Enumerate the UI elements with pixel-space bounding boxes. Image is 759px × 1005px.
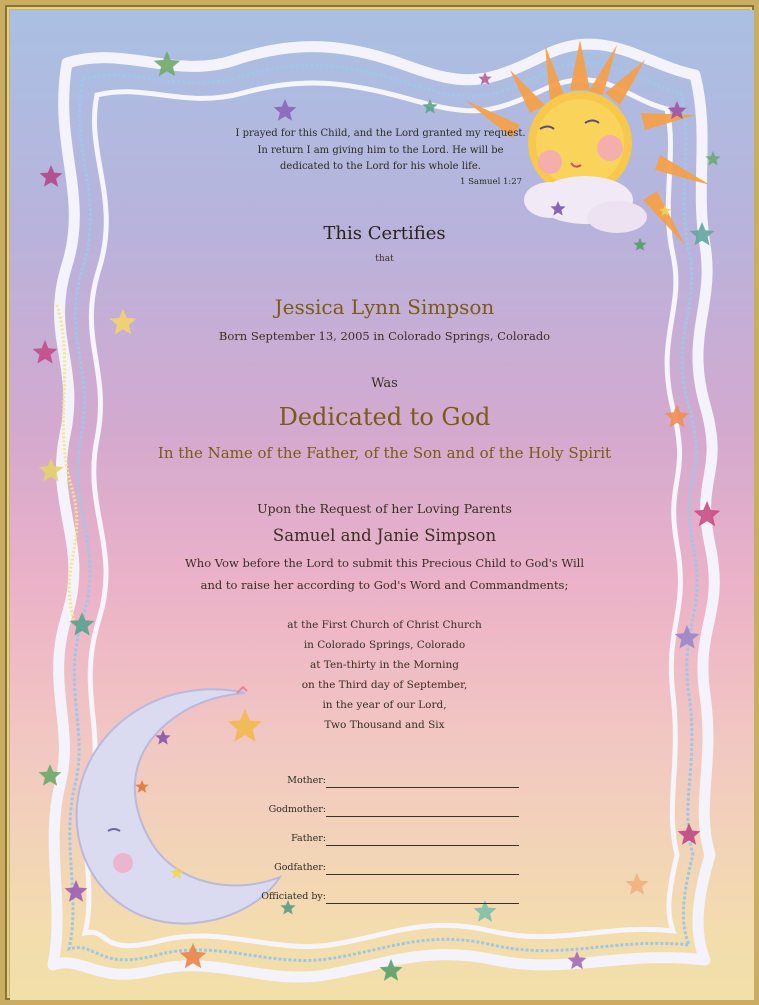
star-icon xyxy=(274,99,297,121)
moon-cheek xyxy=(113,853,133,873)
ceremony-line: at the First Church of Christ Church xyxy=(287,619,482,631)
ceremony-line: in Colorado Springs, Colorado xyxy=(303,639,466,651)
vow-line: and to raise her according to God's Word and Commandments; xyxy=(200,578,569,592)
vow-line: Who Vow before the Lord to submit this Precious Child to God's Will xyxy=(184,556,584,570)
certifies-heading: This Certifies xyxy=(323,223,446,244)
dedication-heading: Dedicated to God xyxy=(278,403,491,431)
trinity-line: In the Name of the Father, of the Son and of the Holy Spirit xyxy=(157,444,612,462)
signature-line-mother[interactable] xyxy=(326,787,519,788)
signature-line-father[interactable] xyxy=(326,845,519,846)
signature-label: Mother: xyxy=(287,775,326,786)
star-icon xyxy=(33,340,58,364)
that-label: that xyxy=(375,254,394,264)
signature-label: Father: xyxy=(291,833,326,844)
verse-reference: 1 Samuel 1:27 xyxy=(460,177,523,187)
signature-label: Officiated by: xyxy=(261,891,326,902)
star-icon xyxy=(154,51,181,76)
signature-label: Godmother: xyxy=(268,804,326,815)
star-icon xyxy=(65,880,88,902)
birth-details: Born September 13, 2005 in Colorado Springs, Colorado xyxy=(218,329,551,343)
ceremony-line: on the Third day of September, xyxy=(301,679,468,691)
parents-request: Upon the Request of her Loving Parents xyxy=(257,501,512,516)
parents-names: Samuel and Janie Simpson xyxy=(272,526,497,545)
signature-line-godfather[interactable] xyxy=(326,874,519,875)
signature-row-father xyxy=(235,833,525,849)
verse-line: In return I am giving him to the Lord. He will be xyxy=(257,145,504,156)
signature-row-godmother xyxy=(235,804,525,820)
verse-line: dedicated to the Lord for his whole life. xyxy=(280,161,481,172)
star-icon xyxy=(626,873,649,895)
was-label: Was xyxy=(371,376,398,391)
signature-row-mother xyxy=(235,775,525,791)
ceremony-line: in the year of our Lord, xyxy=(322,699,447,711)
ceremony-line: Two Thousand and Six xyxy=(324,719,445,731)
verse-line: I prayed for this Child, and the Lord granted my request. xyxy=(235,128,526,139)
signature-line-godmother[interactable] xyxy=(326,816,519,817)
ceremony-line: at Ten-thirty in the Morning xyxy=(309,659,460,671)
star-icon xyxy=(678,823,701,845)
child-name: Jessica Lynn Simpson xyxy=(274,295,495,319)
star-icon xyxy=(135,780,148,793)
signature-row-godfather xyxy=(235,862,525,878)
signature-label: Godfather: xyxy=(274,862,326,873)
signature-line-officiant[interactable] xyxy=(326,903,519,904)
signature-row-officiant xyxy=(235,891,525,907)
